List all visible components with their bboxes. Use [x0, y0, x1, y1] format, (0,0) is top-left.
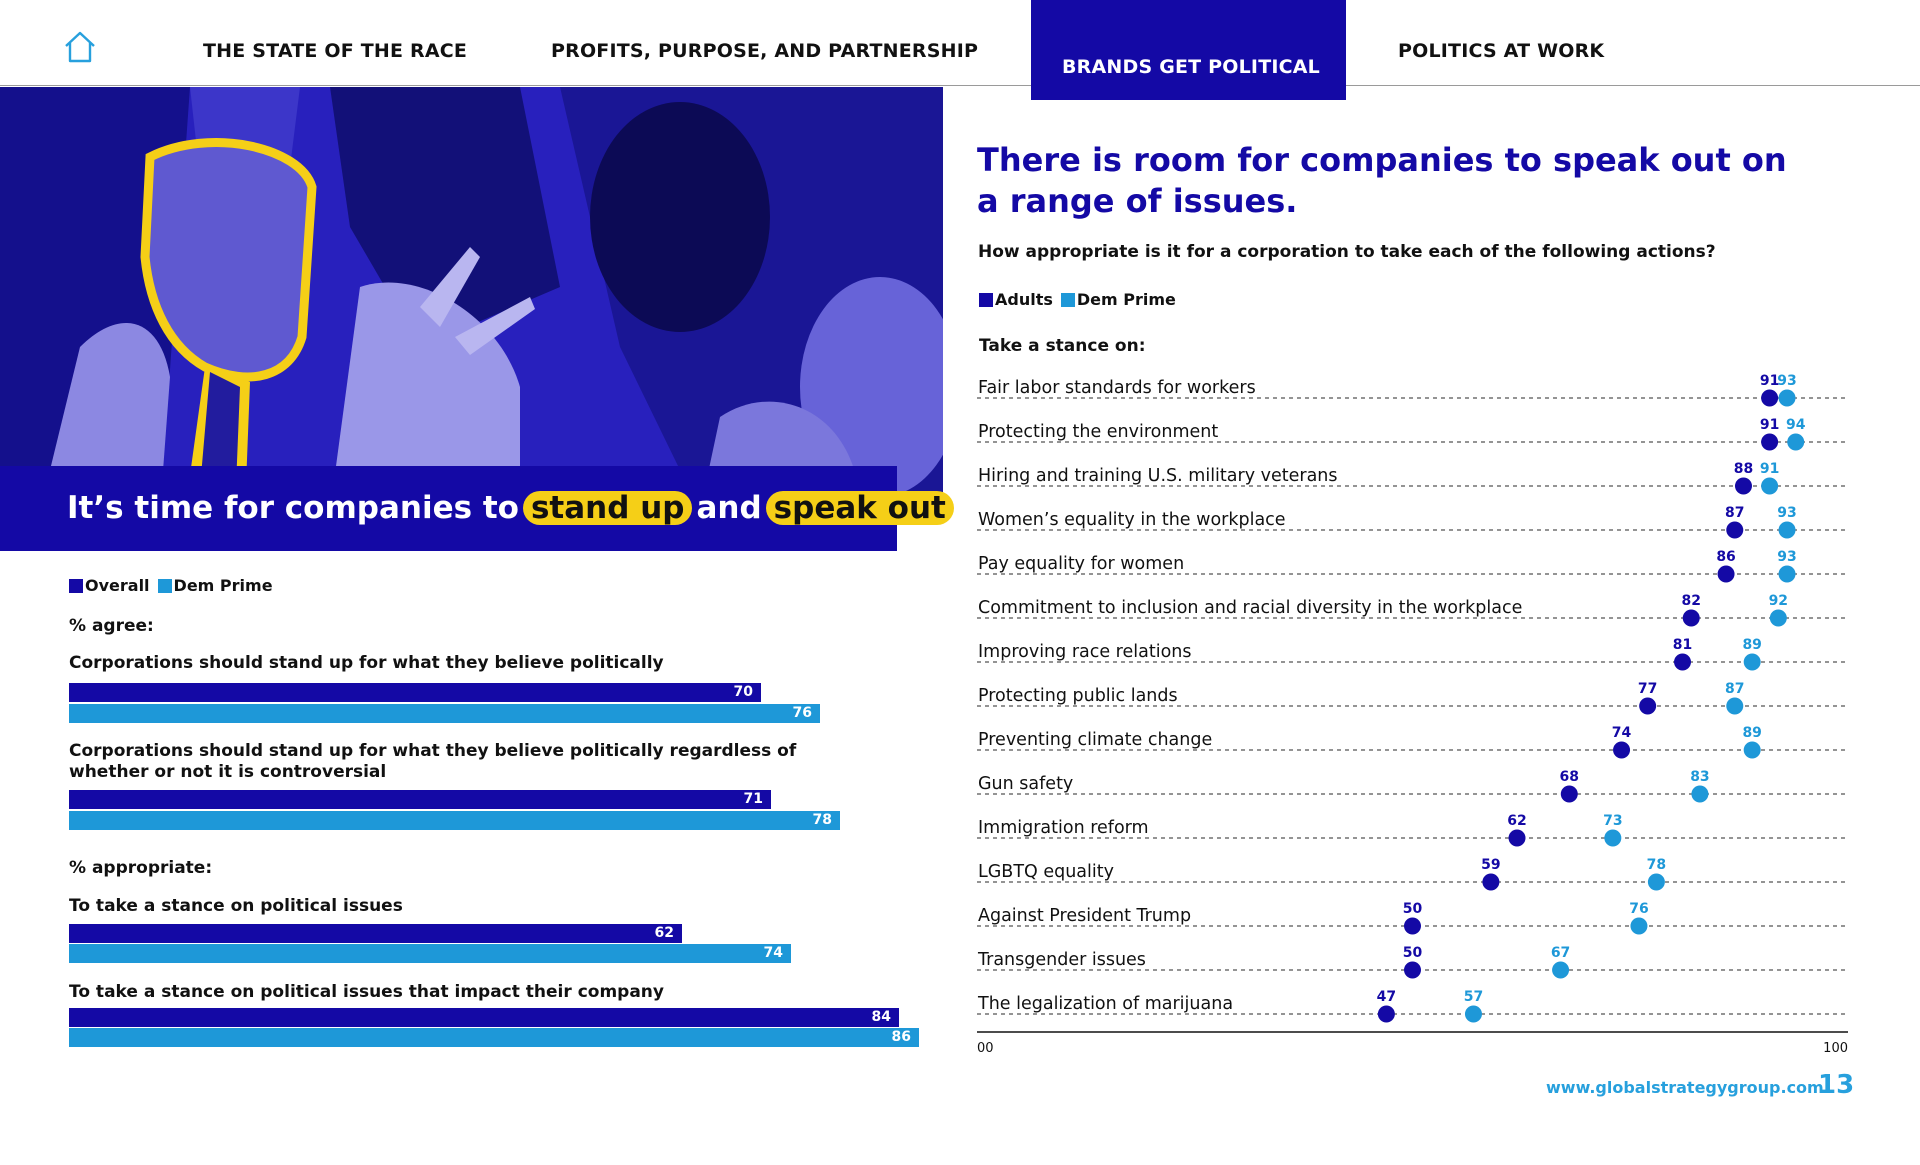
bar-value: 62	[654, 925, 674, 941]
legend-swatch-overall	[69, 579, 83, 593]
dot-dem-prime	[1630, 918, 1647, 935]
dot-dem-prime	[1787, 434, 1804, 451]
category-label: Against President Trump	[978, 906, 1192, 926]
hero-text-after: .	[957, 490, 970, 526]
bar-value: 76	[792, 705, 812, 721]
category-label: Protecting the environment	[978, 422, 1219, 442]
chart-title: There is room for companies to speak out on a range of issues.	[977, 141, 1787, 220]
bar-group-label: To take a stance on political issues	[69, 896, 403, 916]
bar-dem-prime-3	[69, 944, 791, 963]
footer-url[interactable]: www.globalstrategygroup.com	[1546, 1078, 1824, 1097]
dot-adults	[1639, 698, 1656, 715]
home-icon[interactable]	[62, 30, 98, 64]
legend-item-adults	[979, 290, 1053, 309]
category-label: Preventing climate change	[978, 730, 1213, 750]
x-tick-label-max: 100	[1823, 1041, 1848, 1056]
section-label-appropriate: % appropriate:	[69, 858, 213, 878]
dot-dem-prime	[1744, 742, 1761, 759]
data-label-adults: 59	[1481, 857, 1501, 873]
dot-plot-chart	[975, 360, 1855, 1060]
bar-dem-prime-4	[69, 1028, 919, 1047]
dot-dem-prime	[1552, 962, 1569, 979]
page-number: 13	[1818, 1070, 1855, 1100]
legend-swatch-dem-prime-right	[1061, 293, 1075, 307]
dot-dem-prime	[1465, 1006, 1482, 1023]
legend-label-overall: Overall	[85, 576, 150, 595]
data-label-adults: 91	[1759, 417, 1780, 433]
data-label-dem-prime: 93	[1777, 505, 1797, 521]
bar-overall-2	[69, 790, 771, 809]
dot-adults	[1718, 566, 1735, 583]
category-label: Women’s equality in the workplace	[978, 510, 1286, 530]
category-label: Commitment to inclusion and racial diversity in the workplace	[978, 598, 1523, 618]
bar-dem-prime-2	[69, 811, 840, 830]
dot-adults	[1726, 522, 1743, 539]
dot-adults	[1761, 434, 1778, 451]
category-label: Immigration reform	[978, 818, 1149, 838]
data-label-dem-prime: 89	[1742, 725, 1762, 741]
dot-adults	[1674, 654, 1691, 671]
dot-adults	[1404, 962, 1421, 979]
data-label-adults: 86	[1716, 549, 1736, 565]
bar-value: 86	[891, 1029, 911, 1045]
data-label-adults: 82	[1681, 593, 1701, 609]
data-label-dem-prime: 67	[1550, 945, 1571, 961]
dot-dem-prime	[1726, 698, 1743, 715]
bar-group-label: Corporations should stand up for what they believe politically	[69, 653, 664, 673]
legend-item-dem-prime	[158, 576, 273, 595]
dot-adults	[1735, 478, 1752, 495]
data-label-adults: 81	[1672, 637, 1693, 653]
data-label-dem-prime: 89	[1742, 637, 1762, 653]
data-label-dem-prime: 57	[1463, 989, 1484, 1005]
dot-dem-prime	[1779, 390, 1796, 407]
dot-adults	[1561, 786, 1578, 803]
hero-highlight-speak-out: speak out	[766, 491, 954, 525]
legend-label-adults: Adults	[995, 290, 1053, 309]
data-label-dem-prime: 76	[1629, 901, 1649, 917]
hero-image	[0, 87, 943, 511]
data-label-adults: 68	[1559, 769, 1580, 785]
legend-swatch-dem-prime	[158, 579, 172, 593]
data-label-adults: 91	[1759, 373, 1780, 389]
dot-adults	[1761, 390, 1778, 407]
bar-group-label: Corporations should stand up for what they believe politically regardless of whether or not it is controversial	[69, 741, 797, 782]
category-label: The legalization of marijuana	[978, 994, 1234, 1014]
legend-label-dem-prime: Dem Prime	[173, 576, 273, 595]
data-label-dem-prime: 78	[1646, 857, 1667, 873]
dot-dem-prime	[1779, 566, 1796, 583]
dot-adults	[1404, 918, 1421, 935]
data-label-dem-prime: 91	[1759, 461, 1780, 477]
data-label-adults: 77	[1637, 681, 1658, 697]
nav-tab-state-of-the-race[interactable]: THE STATE OF THE RACE	[203, 40, 468, 62]
hero-highlight-stand-up: stand up	[523, 491, 693, 525]
dot-dem-prime	[1744, 654, 1761, 671]
legend-item-dem-prime-right	[1061, 290, 1176, 309]
bar-overall-1	[69, 683, 761, 702]
dot-adults	[1683, 610, 1700, 627]
category-label: Gun safety	[978, 774, 1074, 794]
data-label-adults: 62	[1507, 813, 1527, 829]
hero-text-before: It’s time for companies to	[67, 490, 519, 526]
dot-dem-prime	[1648, 874, 1665, 891]
bar-overall-3	[69, 924, 682, 943]
category-label: Improving race relations	[978, 642, 1192, 662]
bar-value: 74	[763, 945, 783, 961]
dot-dem-prime	[1604, 830, 1621, 847]
bar-overall-4	[69, 1008, 899, 1027]
legend-swatch-adults	[979, 293, 993, 307]
dot-dem-prime	[1779, 522, 1796, 539]
data-label-dem-prime: 94	[1785, 417, 1806, 433]
chart-subtitle: How appropriate is it for a corporation to take each of the following actions?	[978, 242, 1716, 262]
data-label-dem-prime: 93	[1777, 549, 1797, 565]
top-nav	[0, 0, 1920, 86]
category-label: Pay equality for women	[978, 554, 1185, 574]
dot-adults	[1613, 742, 1630, 759]
x-tick-label-min: 00	[977, 1041, 994, 1056]
bar-value: 70	[733, 684, 753, 700]
nav-tab-profits-purpose-partnership[interactable]: PROFITS, PURPOSE, AND PARTNERSHIP	[551, 40, 979, 62]
nav-tab-politics-at-work[interactable]: POLITICS AT WORK	[1398, 40, 1605, 62]
legend-label-dem-prime-right: Dem Prime	[1076, 290, 1176, 309]
bar-value: 84	[871, 1009, 891, 1025]
bar-dem-prime-1	[69, 704, 820, 723]
nav-tab-brands-get-political[interactable]: BRANDS GET POLITICAL	[1031, 0, 1346, 100]
category-label: LGBTQ equality	[978, 862, 1114, 882]
data-label-adults: 74	[1611, 725, 1632, 741]
data-label-dem-prime: 93	[1777, 373, 1797, 389]
category-label: Fair labor standards for workers	[978, 378, 1256, 398]
data-label-adults: 50	[1402, 901, 1423, 917]
dot-adults	[1378, 1006, 1395, 1023]
dot-dem-prime	[1770, 610, 1787, 627]
category-label: Transgender issues	[978, 950, 1146, 970]
data-label-dem-prime: 87	[1725, 681, 1745, 697]
bar-value: 78	[812, 812, 832, 828]
data-label-adults: 50	[1402, 945, 1423, 961]
group-label-take-a-stance: Take a stance on:	[979, 336, 1146, 356]
hero-text-middle: and	[696, 490, 762, 526]
data-label-dem-prime: 92	[1768, 593, 1789, 609]
data-label-dem-prime: 73	[1603, 813, 1623, 829]
hero-headline	[67, 490, 970, 526]
bar-value: 71	[743, 791, 763, 807]
right-legend	[979, 290, 1184, 309]
dot-adults	[1509, 830, 1526, 847]
data-label-adults: 87	[1725, 505, 1745, 521]
data-label-adults: 47	[1376, 989, 1397, 1005]
dot-dem-prime	[1691, 786, 1708, 803]
legend-item-overall	[69, 576, 150, 595]
bar-group-label: To take a stance on political issues that impact their company	[69, 982, 664, 1002]
data-label-adults: 88	[1733, 461, 1754, 477]
dot-adults	[1482, 874, 1499, 891]
left-legend	[69, 576, 281, 595]
category-label: Protecting public lands	[978, 686, 1178, 706]
section-label-agree: % agree:	[69, 616, 154, 636]
category-label: Hiring and training U.S. military veterans	[978, 466, 1338, 486]
dot-dem-prime	[1761, 478, 1778, 495]
data-label-dem-prime: 83	[1690, 769, 1710, 785]
